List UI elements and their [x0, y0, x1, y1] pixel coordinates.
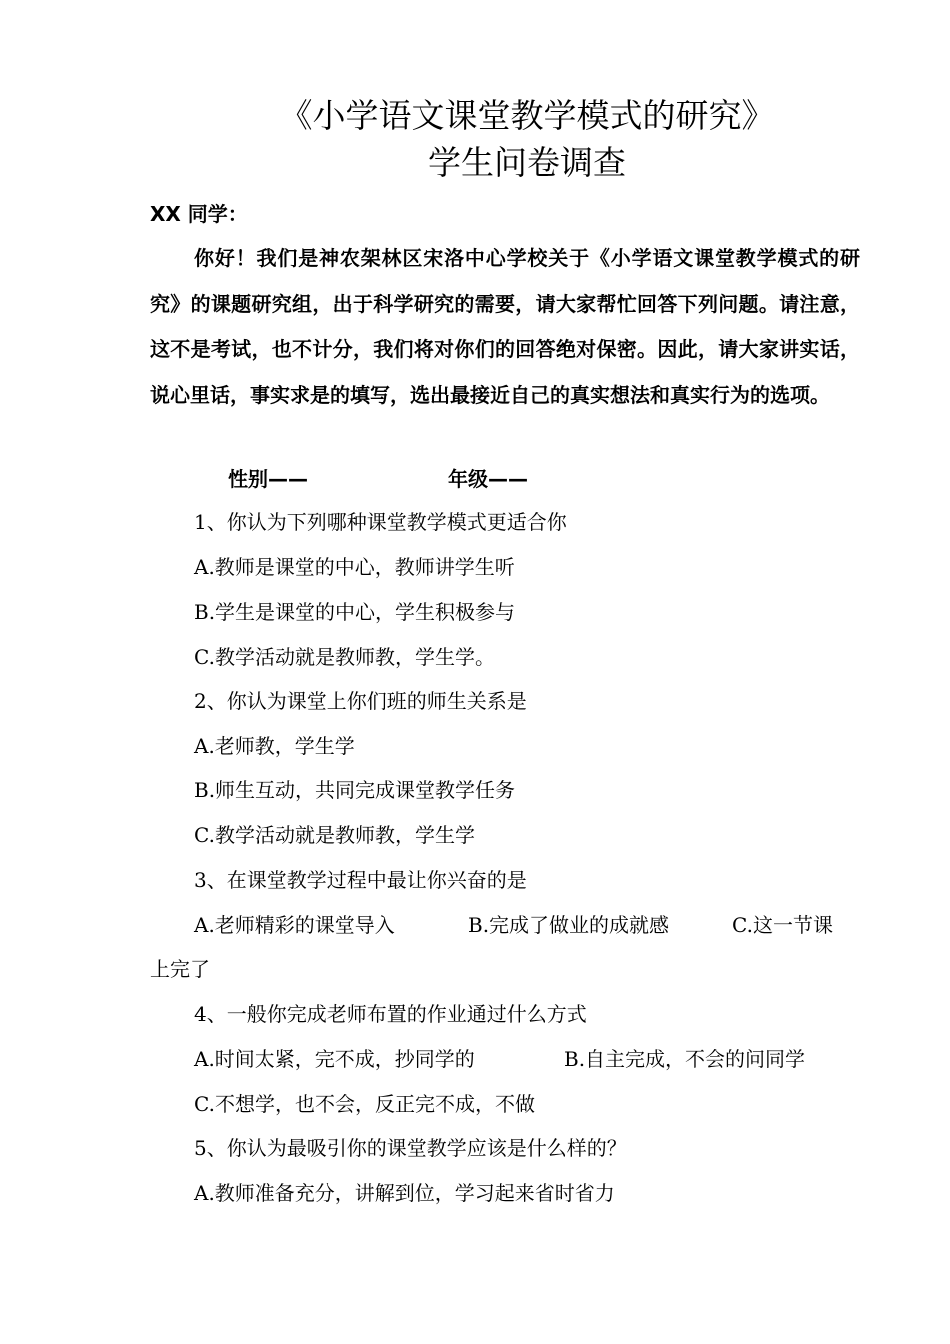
grade-field[interactable]: 年级——	[448, 467, 528, 491]
gender-field[interactable]: 性别——	[228, 467, 308, 491]
question-4-option-c[interactable]: C.不想学，也不会，反正完不成，不做	[194, 1092, 535, 1116]
question-1: 1、你认为下列哪种课堂教学模式更适合你	[194, 510, 567, 534]
greeting: XX 同学：	[150, 202, 248, 226]
question-4-options	[194, 1045, 805, 1073]
question-5-option-a[interactable]: A.教师准备充分，讲解到位，学习起来省时省力	[194, 1181, 615, 1205]
question-2-option-c[interactable]: C.教学活动就是教师教，学生学	[194, 823, 475, 847]
info-fields	[228, 465, 528, 493]
question-5: 5、你认为最吸引你的课堂教学应该是什么样的？	[194, 1136, 627, 1160]
question-2-option-b[interactable]: B.师生互动，共同完成课堂教学任务	[194, 778, 516, 802]
question-1-option-b[interactable]: B.学生是课堂的中心，学生积极参与	[194, 600, 516, 624]
question-3-option-a[interactable]: A.老师精彩的课堂导入	[194, 913, 395, 937]
document-title: 《小学语文课堂教学模式的研究》	[279, 96, 775, 135]
question-3-option-b[interactable]: B.完成了做业的成就感	[468, 913, 670, 937]
document-subtitle: 学生问卷调查	[428, 143, 626, 182]
question-4-option-a[interactable]: A.时间太紧，完不成，抄同学的	[194, 1047, 475, 1071]
question-3-option-c[interactable]: C.这一节课	[732, 913, 833, 937]
question-2: 2、你认为课堂上你们班的师生关系是	[194, 689, 527, 713]
question-1-option-c[interactable]: C.教学活动就是教师教，学生学。	[194, 645, 495, 669]
question-3: 3、在课堂教学过程中最让你兴奋的是	[194, 868, 527, 892]
question-2-option-a[interactable]: A.老师教，学生学	[194, 734, 355, 758]
question-3-options	[194, 911, 833, 939]
question-1-option-a[interactable]: A.教师是课堂的中心，教师讲学生听	[194, 555, 515, 579]
question-4: 4、一般你完成老师布置的作业通过什么方式	[194, 1002, 587, 1026]
question-3-option-c-continuation: 上完了	[150, 957, 210, 981]
question-4-option-b[interactable]: B.自主完成，不会的问同学	[564, 1047, 806, 1071]
intro-paragraph: 你好！我们是神农架林区宋洛中心学校关于《小学语文课堂教学模式的研究》的课题研究组，出于科学研究的需要，请大家帮忙回答下列问题。请注意，这不是考试，也不计分，我们将对你们的回答绝对保密。因此，请大家讲实话，说心里话，事实求是的填写，选出最接近自己的真实想法和真实行为的选项。	[150, 246, 860, 407]
